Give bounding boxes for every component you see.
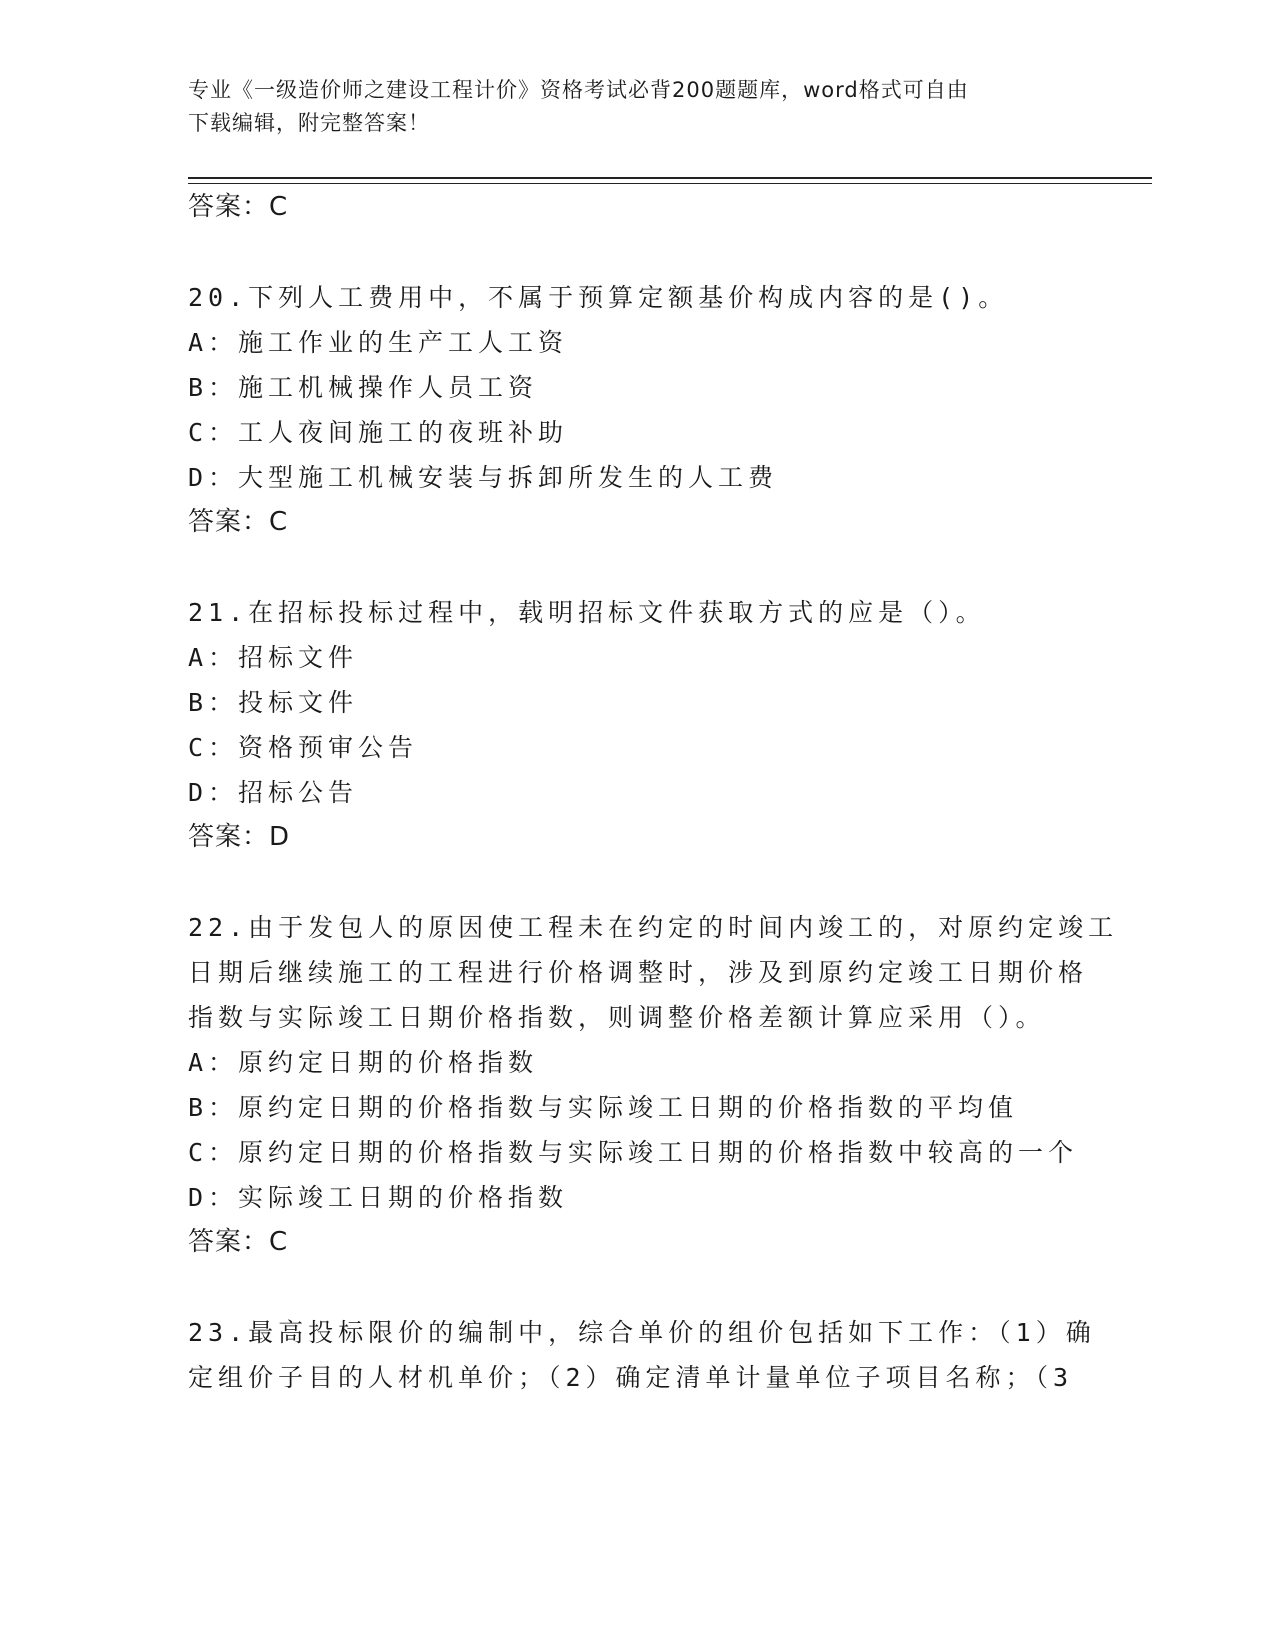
header-line-2: 下载编辑，附完整答案！ <box>188 111 430 135</box>
option-a: A：原约定日期的价格指数 <box>188 1048 539 1077</box>
question-20 <box>188 275 1088 545</box>
option-a: A：施工作业的生产工人工资 <box>188 328 569 357</box>
header-line-1: 专业《一级造价师之建设工程计价》资格考试必背200题题库，word格式可自由 <box>188 78 969 102</box>
question-text: 22.由于发包人的原因使工程未在约定的时间内竣工的，对原约定竣工 <box>188 913 1119 942</box>
question-text: 日期后继续施工的工程进行价格调整时，涉及到原约定竣工日期价格 <box>188 958 1089 987</box>
option-c: C：原约定日期的价格指数与实际竣工日期的价格指数中较高的一个 <box>188 1138 1079 1167</box>
question-22 <box>188 905 1119 1265</box>
spacer <box>188 860 1088 905</box>
spacer <box>188 1265 1088 1310</box>
question-list <box>188 185 1119 1400</box>
header-divider-thin <box>188 183 1152 184</box>
header-divider-thick <box>188 177 1152 179</box>
option-b: B：原约定日期的价格指数与实际竣工日期的价格指数的平均值 <box>188 1093 1019 1122</box>
answer-line: 答案：C <box>188 192 289 222</box>
answer-line: 答案：C <box>188 507 289 537</box>
option-d: D：大型施工机械安装与拆卸所发生的人工费 <box>188 463 779 492</box>
answer-line: 答案：D <box>188 822 291 852</box>
spacer <box>188 230 1088 275</box>
question-text: 23.最高投标限价的编制中，综合单价的组价包括如下工作：（1）确 <box>188 1318 1096 1347</box>
option-d: D：实际竣工日期的价格指数 <box>188 1183 569 1212</box>
option-c: C：工人夜间施工的夜班补助 <box>188 418 569 447</box>
question-text: 21.在招标投标过程中，载明招标文件获取方式的应是（）。 <box>188 598 986 627</box>
question-23 <box>188 1310 1096 1400</box>
question-text: 20.下列人工费用中，不属于预算定额基价构成内容的是()。 <box>188 283 1009 312</box>
option-b: B：施工机械操作人员工资 <box>188 373 539 402</box>
answer-line: 答案：C <box>188 1227 289 1257</box>
option-a: A：招标文件 <box>188 643 359 672</box>
question-21 <box>188 590 1088 860</box>
option-c: C：资格预审公告 <box>188 733 419 762</box>
option-d: D：招标公告 <box>188 778 359 807</box>
option-b: B：投标文件 <box>188 688 359 717</box>
question-text: 定组价子目的人材机单价；（2）确定清单计量单位子项目名称；（3 <box>188 1363 1074 1392</box>
spacer <box>188 545 1088 590</box>
document-header <box>188 74 1088 140</box>
question-text: 指数与实际竣工日期价格指数，则调整价格差额计算应采用（）。 <box>188 1003 1046 1032</box>
